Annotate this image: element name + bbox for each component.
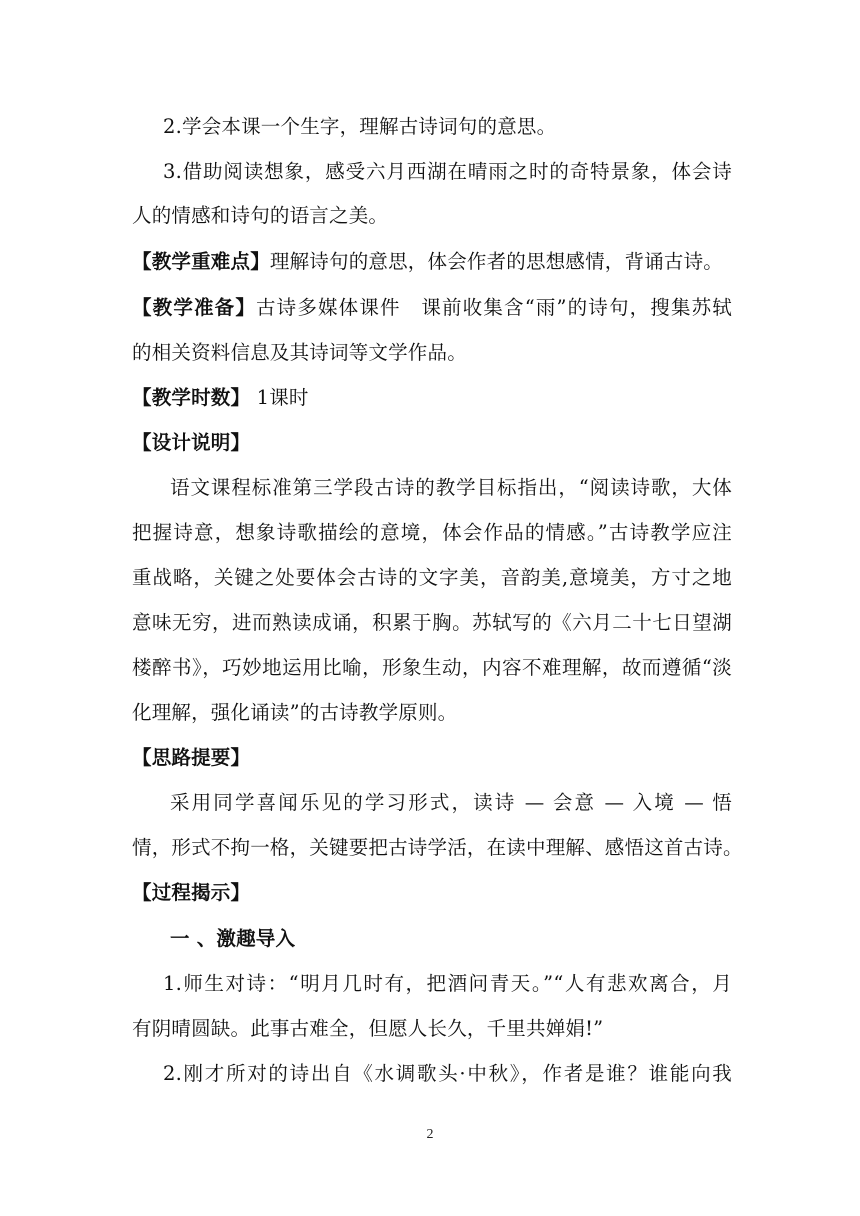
design-line-3: 重战略，关键之处要体会古诗的文字美，音韵美,意境美，方寸之地: [132, 566, 732, 589]
design-heading: 【设计说明】: [132, 431, 251, 454]
hours-label: 【教学时数】: [132, 386, 251, 409]
hours-paragraph: [132, 384, 732, 412]
step-1-line-1: 1.师生对诗：“明月几时有，把酒问青天。”“人有悲欢离合，月: [163, 972, 732, 995]
design-line-1: 语文课程标准第三学段古诗的教学目标指出，“阅读诗歌，大体: [170, 476, 732, 499]
hours-text: 1课时: [250, 386, 309, 409]
ideas-heading: 【思路提要】: [132, 746, 251, 769]
process-heading: 【过程揭示】: [132, 881, 251, 904]
design-line-5: 楼醉书》，巧妙地运用比喻，形象生动，内容不难理解，故而遵循“淡: [132, 656, 732, 679]
section-1-title: 一 、激趣导入: [170, 927, 296, 950]
page-number: 2: [426, 1127, 434, 1142]
key-points-text: 理解诗句的意思，体会作者的思想感情，背诵古诗。: [269, 250, 724, 273]
design-line-6: 化理解，强化诵读”的古诗教学原则。: [132, 701, 458, 724]
step-1-line-2: 有阴晴圆缺。此事古难全，但愿人长久，千里共婵娟!”: [132, 1017, 604, 1040]
preparation-paragraph-line-1: [132, 294, 732, 322]
preparation-text-line-2: 的相关资料信息及其诗词等文学作品。: [132, 341, 467, 364]
design-line-2: 把握诗意，想象诗歌描绘的意境，体会作品的情感。”古诗教学应注: [132, 521, 732, 544]
key-points-label: 【教学重难点】: [132, 250, 270, 273]
teaching-goal-3-line-2: 人的情感和诗句的语言之美。: [132, 204, 389, 227]
preparation-label: 【教学准备】: [132, 296, 257, 319]
teaching-goal-2: 2.学会本课一个生字，理解古诗词句的意思。: [163, 115, 557, 138]
ideas-line-2: 情，形式不拘一格，关键要把古诗学活，在读中理解、感悟这首古诗。: [132, 836, 743, 859]
teaching-goal-3-line-1: 3.借助阅读想象，感受六月西湖在晴雨之时的奇特景象，体会诗: [163, 160, 732, 183]
ideas-line-1: 采用同学喜闻乐见的学习形式，读诗 — 会意 — 入境 — 悟: [170, 791, 732, 814]
step-2-line-1: 2.刚才所对的诗出自《水调歌头·中秋》，作者是谁？谁能向我: [163, 1062, 732, 1085]
design-line-4: 意味无穷，进而熟读成诵，积累于胸。苏轼写的《六月二十七日望湖: [132, 611, 732, 634]
preparation-text-line-1: 古诗多媒体课件 课前收集含“雨”的诗句，搜集苏轼: [256, 296, 732, 319]
key-points-paragraph: [132, 248, 732, 276]
